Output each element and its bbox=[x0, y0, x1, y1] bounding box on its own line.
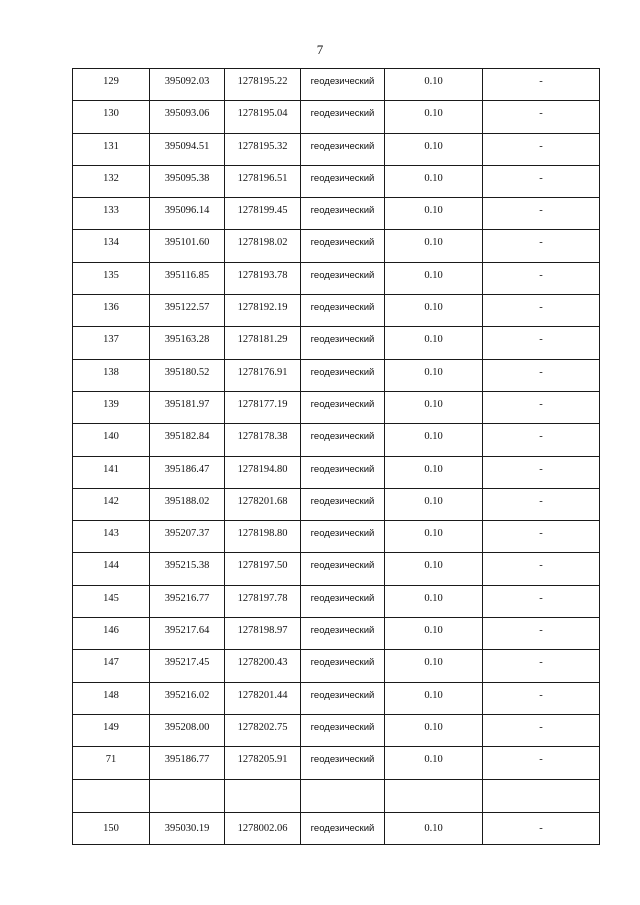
description-cell: - bbox=[483, 488, 600, 520]
method-cell: геодезический bbox=[301, 69, 385, 101]
method-cell: геодезический bbox=[301, 391, 385, 423]
x-coordinate-cell: 395207.37 bbox=[150, 521, 225, 553]
point-number-cell: 137 bbox=[73, 327, 150, 359]
x-coordinate-cell: 395208.00 bbox=[150, 714, 225, 746]
y-coordinate-cell: 1278002.06 bbox=[225, 812, 301, 844]
method-cell: геодезический bbox=[301, 165, 385, 197]
description-cell: - bbox=[483, 295, 600, 327]
accuracy-cell: 0.10 bbox=[385, 682, 483, 714]
method-cell: геодезический bbox=[301, 359, 385, 391]
point-number-cell: 71 bbox=[73, 747, 150, 779]
method-cell: геодезический bbox=[301, 262, 385, 294]
table-row bbox=[73, 327, 600, 359]
accuracy-cell: 0.10 bbox=[385, 488, 483, 520]
description-cell: - bbox=[483, 553, 600, 585]
point-number-cell: 146 bbox=[73, 618, 150, 650]
table-row bbox=[73, 553, 600, 585]
y-coordinate-cell: 1278176.91 bbox=[225, 359, 301, 391]
x-coordinate-cell: 395092.03 bbox=[150, 69, 225, 101]
accuracy-cell: 0.10 bbox=[385, 327, 483, 359]
point-number-cell: 143 bbox=[73, 521, 150, 553]
point-number-cell bbox=[73, 779, 150, 812]
table-row bbox=[73, 133, 600, 165]
description-cell: - bbox=[483, 69, 600, 101]
table-row bbox=[73, 101, 600, 133]
point-number-cell: 142 bbox=[73, 488, 150, 520]
y-coordinate-cell: 1278195.32 bbox=[225, 133, 301, 165]
table-row bbox=[73, 650, 600, 682]
table-row bbox=[73, 262, 600, 294]
method-cell: геодезический bbox=[301, 553, 385, 585]
point-number-cell: 138 bbox=[73, 359, 150, 391]
accuracy-cell: 0.10 bbox=[385, 295, 483, 327]
table-row bbox=[73, 747, 600, 779]
coordinates-table-body bbox=[73, 69, 600, 845]
description-cell: - bbox=[483, 747, 600, 779]
point-number-cell: 139 bbox=[73, 391, 150, 423]
x-coordinate-cell: 395217.45 bbox=[150, 650, 225, 682]
accuracy-cell: 0.10 bbox=[385, 650, 483, 682]
y-coordinate-cell: 1278202.75 bbox=[225, 714, 301, 746]
table-row bbox=[73, 359, 600, 391]
x-coordinate-cell: 395095.38 bbox=[150, 165, 225, 197]
description-cell: - bbox=[483, 521, 600, 553]
description-cell: - bbox=[483, 618, 600, 650]
y-coordinate-cell: 1278195.04 bbox=[225, 101, 301, 133]
page-number: 7 bbox=[316, 42, 324, 57]
accuracy-cell bbox=[385, 779, 483, 812]
table-row bbox=[73, 424, 600, 456]
description-cell: - bbox=[483, 456, 600, 488]
accuracy-cell: 0.10 bbox=[385, 391, 483, 423]
y-coordinate-cell: 1278197.78 bbox=[225, 585, 301, 617]
method-cell: геодезический bbox=[301, 424, 385, 456]
x-coordinate-cell: 395188.02 bbox=[150, 488, 225, 520]
table-row bbox=[73, 391, 600, 423]
x-coordinate-cell bbox=[150, 779, 225, 812]
x-coordinate-cell: 395216.77 bbox=[150, 585, 225, 617]
x-coordinate-cell: 395030.19 bbox=[150, 812, 225, 844]
y-coordinate-cell: 1278178.38 bbox=[225, 424, 301, 456]
x-coordinate-cell: 395163.28 bbox=[150, 327, 225, 359]
y-coordinate-cell: 1278198.80 bbox=[225, 521, 301, 553]
method-cell: геодезический bbox=[301, 585, 385, 617]
y-coordinate-cell: 1278201.44 bbox=[225, 682, 301, 714]
y-coordinate-cell: 1278181.29 bbox=[225, 327, 301, 359]
point-number-cell: 150 bbox=[73, 812, 150, 844]
point-number-cell: 136 bbox=[73, 295, 150, 327]
point-number-cell: 133 bbox=[73, 198, 150, 230]
accuracy-cell: 0.10 bbox=[385, 812, 483, 844]
description-cell: - bbox=[483, 585, 600, 617]
table-row bbox=[73, 682, 600, 714]
x-coordinate-cell: 395093.06 bbox=[150, 101, 225, 133]
point-number-cell: 135 bbox=[73, 262, 150, 294]
table-row bbox=[73, 165, 600, 197]
accuracy-cell: 0.10 bbox=[385, 198, 483, 230]
y-coordinate-cell: 1278194.80 bbox=[225, 456, 301, 488]
table-row bbox=[73, 488, 600, 520]
method-cell: геодезический bbox=[301, 618, 385, 650]
x-coordinate-cell: 395181.97 bbox=[150, 391, 225, 423]
y-coordinate-cell: 1278200.43 bbox=[225, 650, 301, 682]
method-cell: геодезический bbox=[301, 521, 385, 553]
x-coordinate-cell: 395096.14 bbox=[150, 198, 225, 230]
x-coordinate-cell: 395182.84 bbox=[150, 424, 225, 456]
y-coordinate-cell: 1278177.19 bbox=[225, 391, 301, 423]
accuracy-cell: 0.10 bbox=[385, 69, 483, 101]
description-cell: - bbox=[483, 424, 600, 456]
accuracy-cell: 0.10 bbox=[385, 424, 483, 456]
y-coordinate-cell: 1278198.02 bbox=[225, 230, 301, 262]
y-coordinate-cell: 1278197.50 bbox=[225, 553, 301, 585]
y-coordinate-cell: 1278198.97 bbox=[225, 618, 301, 650]
table-row bbox=[73, 69, 600, 101]
method-cell: геодезический bbox=[301, 456, 385, 488]
x-coordinate-cell: 395186.47 bbox=[150, 456, 225, 488]
x-coordinate-cell: 395122.57 bbox=[150, 295, 225, 327]
y-coordinate-cell: 1278195.22 bbox=[225, 69, 301, 101]
accuracy-cell: 0.10 bbox=[385, 165, 483, 197]
x-coordinate-cell: 395094.51 bbox=[150, 133, 225, 165]
point-number-cell: 144 bbox=[73, 553, 150, 585]
table-row bbox=[73, 812, 600, 844]
point-number-cell: 134 bbox=[73, 230, 150, 262]
method-cell: геодезический bbox=[301, 230, 385, 262]
y-coordinate-cell: 1278192.19 bbox=[225, 295, 301, 327]
y-coordinate-cell bbox=[225, 779, 301, 812]
accuracy-cell: 0.10 bbox=[385, 618, 483, 650]
description-cell: - bbox=[483, 230, 600, 262]
x-coordinate-cell: 395180.52 bbox=[150, 359, 225, 391]
accuracy-cell: 0.10 bbox=[385, 585, 483, 617]
method-cell: геодезический bbox=[301, 101, 385, 133]
method-cell: геодезический bbox=[301, 650, 385, 682]
accuracy-cell: 0.10 bbox=[385, 359, 483, 391]
table-row bbox=[73, 714, 600, 746]
x-coordinate-cell: 395101.60 bbox=[150, 230, 225, 262]
empty-table-row bbox=[73, 779, 600, 812]
accuracy-cell: 0.10 bbox=[385, 747, 483, 779]
y-coordinate-cell: 1278205.91 bbox=[225, 747, 301, 779]
point-number-cell: 132 bbox=[73, 165, 150, 197]
accuracy-cell: 0.10 bbox=[385, 553, 483, 585]
description-cell: - bbox=[483, 327, 600, 359]
coordinates-table bbox=[72, 68, 600, 845]
method-cell: геодезический bbox=[301, 198, 385, 230]
x-coordinate-cell: 395186.77 bbox=[150, 747, 225, 779]
method-cell: геодезический bbox=[301, 488, 385, 520]
point-number-cell: 131 bbox=[73, 133, 150, 165]
description-cell: - bbox=[483, 391, 600, 423]
accuracy-cell: 0.10 bbox=[385, 133, 483, 165]
accuracy-cell: 0.10 bbox=[385, 101, 483, 133]
method-cell: геодезический bbox=[301, 714, 385, 746]
description-cell: - bbox=[483, 650, 600, 682]
description-cell: - bbox=[483, 682, 600, 714]
method-cell: геодезический bbox=[301, 747, 385, 779]
description-cell: - bbox=[483, 714, 600, 746]
x-coordinate-cell: 395116.85 bbox=[150, 262, 225, 294]
description-cell bbox=[483, 779, 600, 812]
table-row bbox=[73, 230, 600, 262]
accuracy-cell: 0.10 bbox=[385, 262, 483, 294]
description-cell: - bbox=[483, 101, 600, 133]
point-number-cell: 130 bbox=[73, 101, 150, 133]
description-cell: - bbox=[483, 262, 600, 294]
x-coordinate-cell: 395216.02 bbox=[150, 682, 225, 714]
description-cell: - bbox=[483, 198, 600, 230]
y-coordinate-cell: 1278199.45 bbox=[225, 198, 301, 230]
accuracy-cell: 0.10 bbox=[385, 456, 483, 488]
x-coordinate-cell: 395217.64 bbox=[150, 618, 225, 650]
accuracy-cell: 0.10 bbox=[385, 714, 483, 746]
point-number-cell: 141 bbox=[73, 456, 150, 488]
table-row bbox=[73, 295, 600, 327]
x-coordinate-cell: 395215.38 bbox=[150, 553, 225, 585]
point-number-cell: 148 bbox=[73, 682, 150, 714]
accuracy-cell: 0.10 bbox=[385, 521, 483, 553]
method-cell: геодезический bbox=[301, 295, 385, 327]
method-cell: геодезический bbox=[301, 133, 385, 165]
point-number-cell: 129 bbox=[73, 69, 150, 101]
method-cell bbox=[301, 779, 385, 812]
y-coordinate-cell: 1278193.78 bbox=[225, 262, 301, 294]
description-cell: - bbox=[483, 812, 600, 844]
point-number-cell: 140 bbox=[73, 424, 150, 456]
accuracy-cell: 0.10 bbox=[385, 230, 483, 262]
table-row bbox=[73, 456, 600, 488]
description-cell: - bbox=[483, 133, 600, 165]
method-cell: геодезический bbox=[301, 812, 385, 844]
description-cell: - bbox=[483, 165, 600, 197]
point-number-cell: 149 bbox=[73, 714, 150, 746]
point-number-cell: 147 bbox=[73, 650, 150, 682]
description-cell: - bbox=[483, 359, 600, 391]
y-coordinate-cell: 1278196.51 bbox=[225, 165, 301, 197]
y-coordinate-cell: 1278201.68 bbox=[225, 488, 301, 520]
table-row bbox=[73, 585, 600, 617]
method-cell: геодезический bbox=[301, 327, 385, 359]
table-row bbox=[73, 198, 600, 230]
table-row bbox=[73, 618, 600, 650]
method-cell: геодезический bbox=[301, 682, 385, 714]
point-number-cell: 145 bbox=[73, 585, 150, 617]
table-row bbox=[73, 521, 600, 553]
